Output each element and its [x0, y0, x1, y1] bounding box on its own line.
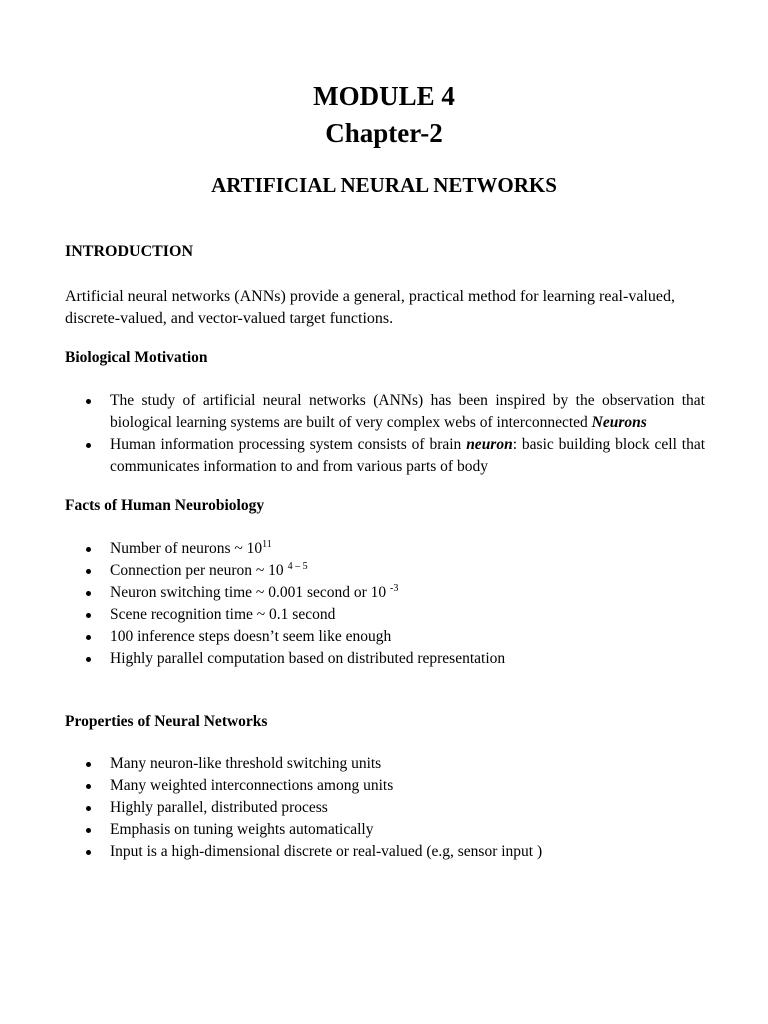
chapter-title: Chapter-2	[325, 118, 443, 148]
list-item-superscript: -3	[390, 582, 399, 594]
list-item-text: The study of artificial neural networks (ANNs) has been inspired by the observation that biological learning systems are built of very complex webs of interconnected	[110, 392, 705, 431]
list-item-text: 100 inference steps doesn’t seem like enough	[110, 628, 392, 645]
list-item	[65, 538, 705, 560]
bullet-icon	[86, 591, 91, 596]
bullet-icon	[86, 828, 91, 833]
facts-list	[65, 538, 705, 670]
list-item-text-after: : basic building block cell that communicates information to and from various parts of body	[110, 436, 706, 475]
list-item	[65, 753, 705, 775]
properties-list	[65, 753, 705, 863]
list-item-text: Many weighted interconnections among units	[110, 777, 394, 794]
list-item-superscript: 4 – 5	[287, 560, 308, 572]
properties-heading: Properties of Neural Networks	[65, 713, 268, 730]
bullet-icon	[86, 657, 91, 662]
module-title: MODULE 4	[313, 81, 455, 111]
list-item	[65, 775, 705, 797]
list-item	[65, 797, 705, 819]
page-title: ARTIFICIAL NEURAL NETWORKS	[211, 173, 557, 197]
bullet-icon	[86, 569, 91, 574]
list-item-text: Number of neurons ~ 10	[110, 540, 263, 557]
list-item-text: Neuron switching time ~ 0.001 second or 10	[110, 584, 391, 601]
list-item	[65, 841, 705, 863]
bullet-icon	[86, 443, 91, 448]
bullet-icon	[86, 784, 91, 789]
biological-motivation-heading: Biological Motivation	[65, 349, 208, 366]
facts-heading: Facts of Human Neurobiology	[65, 497, 265, 514]
list-item	[65, 390, 705, 434]
list-item-emphasis: Neurons	[591, 414, 647, 431]
biological-motivation-list	[65, 390, 705, 478]
list-item-emphasis: neuron	[466, 436, 513, 453]
introduction-paragraph: Artificial neural networks (ANNs) provide a general, practical method for learning real-valued, discrete-valued, and vector-valued target functions.	[65, 288, 675, 327]
list-item	[65, 560, 705, 582]
list-item-text: Highly parallel, distributed process	[110, 799, 328, 816]
list-item-text: Human information processing system consists of brain	[110, 436, 467, 453]
bullet-icon	[86, 635, 91, 640]
bullet-icon	[86, 547, 91, 552]
list-item	[65, 582, 705, 604]
list-item-text: Many neuron-like threshold switching units	[110, 755, 382, 772]
list-item	[65, 819, 705, 841]
bullet-icon	[86, 762, 91, 767]
list-item-text: Input is a high-dimensional discrete or real-valued (e.g, sensor input )	[110, 843, 543, 860]
bullet-icon	[86, 613, 91, 618]
bullet-icon	[86, 399, 91, 404]
bullet-icon	[86, 806, 91, 811]
bullet-icon	[86, 850, 91, 855]
list-item	[65, 604, 705, 626]
list-item-text: Highly parallel computation based on distributed representation	[110, 650, 506, 667]
list-item	[65, 434, 705, 478]
list-item	[65, 626, 705, 648]
list-item-text: Scene recognition time ~ 0.1 second	[110, 606, 336, 623]
list-item-superscript: 11	[262, 538, 272, 550]
list-item-text: Connection per neuron ~ 10	[110, 562, 288, 579]
list-item	[65, 648, 705, 670]
introduction-heading: INTRODUCTION	[65, 243, 194, 260]
list-item-text: Emphasis on tuning weights automatically	[110, 821, 374, 838]
